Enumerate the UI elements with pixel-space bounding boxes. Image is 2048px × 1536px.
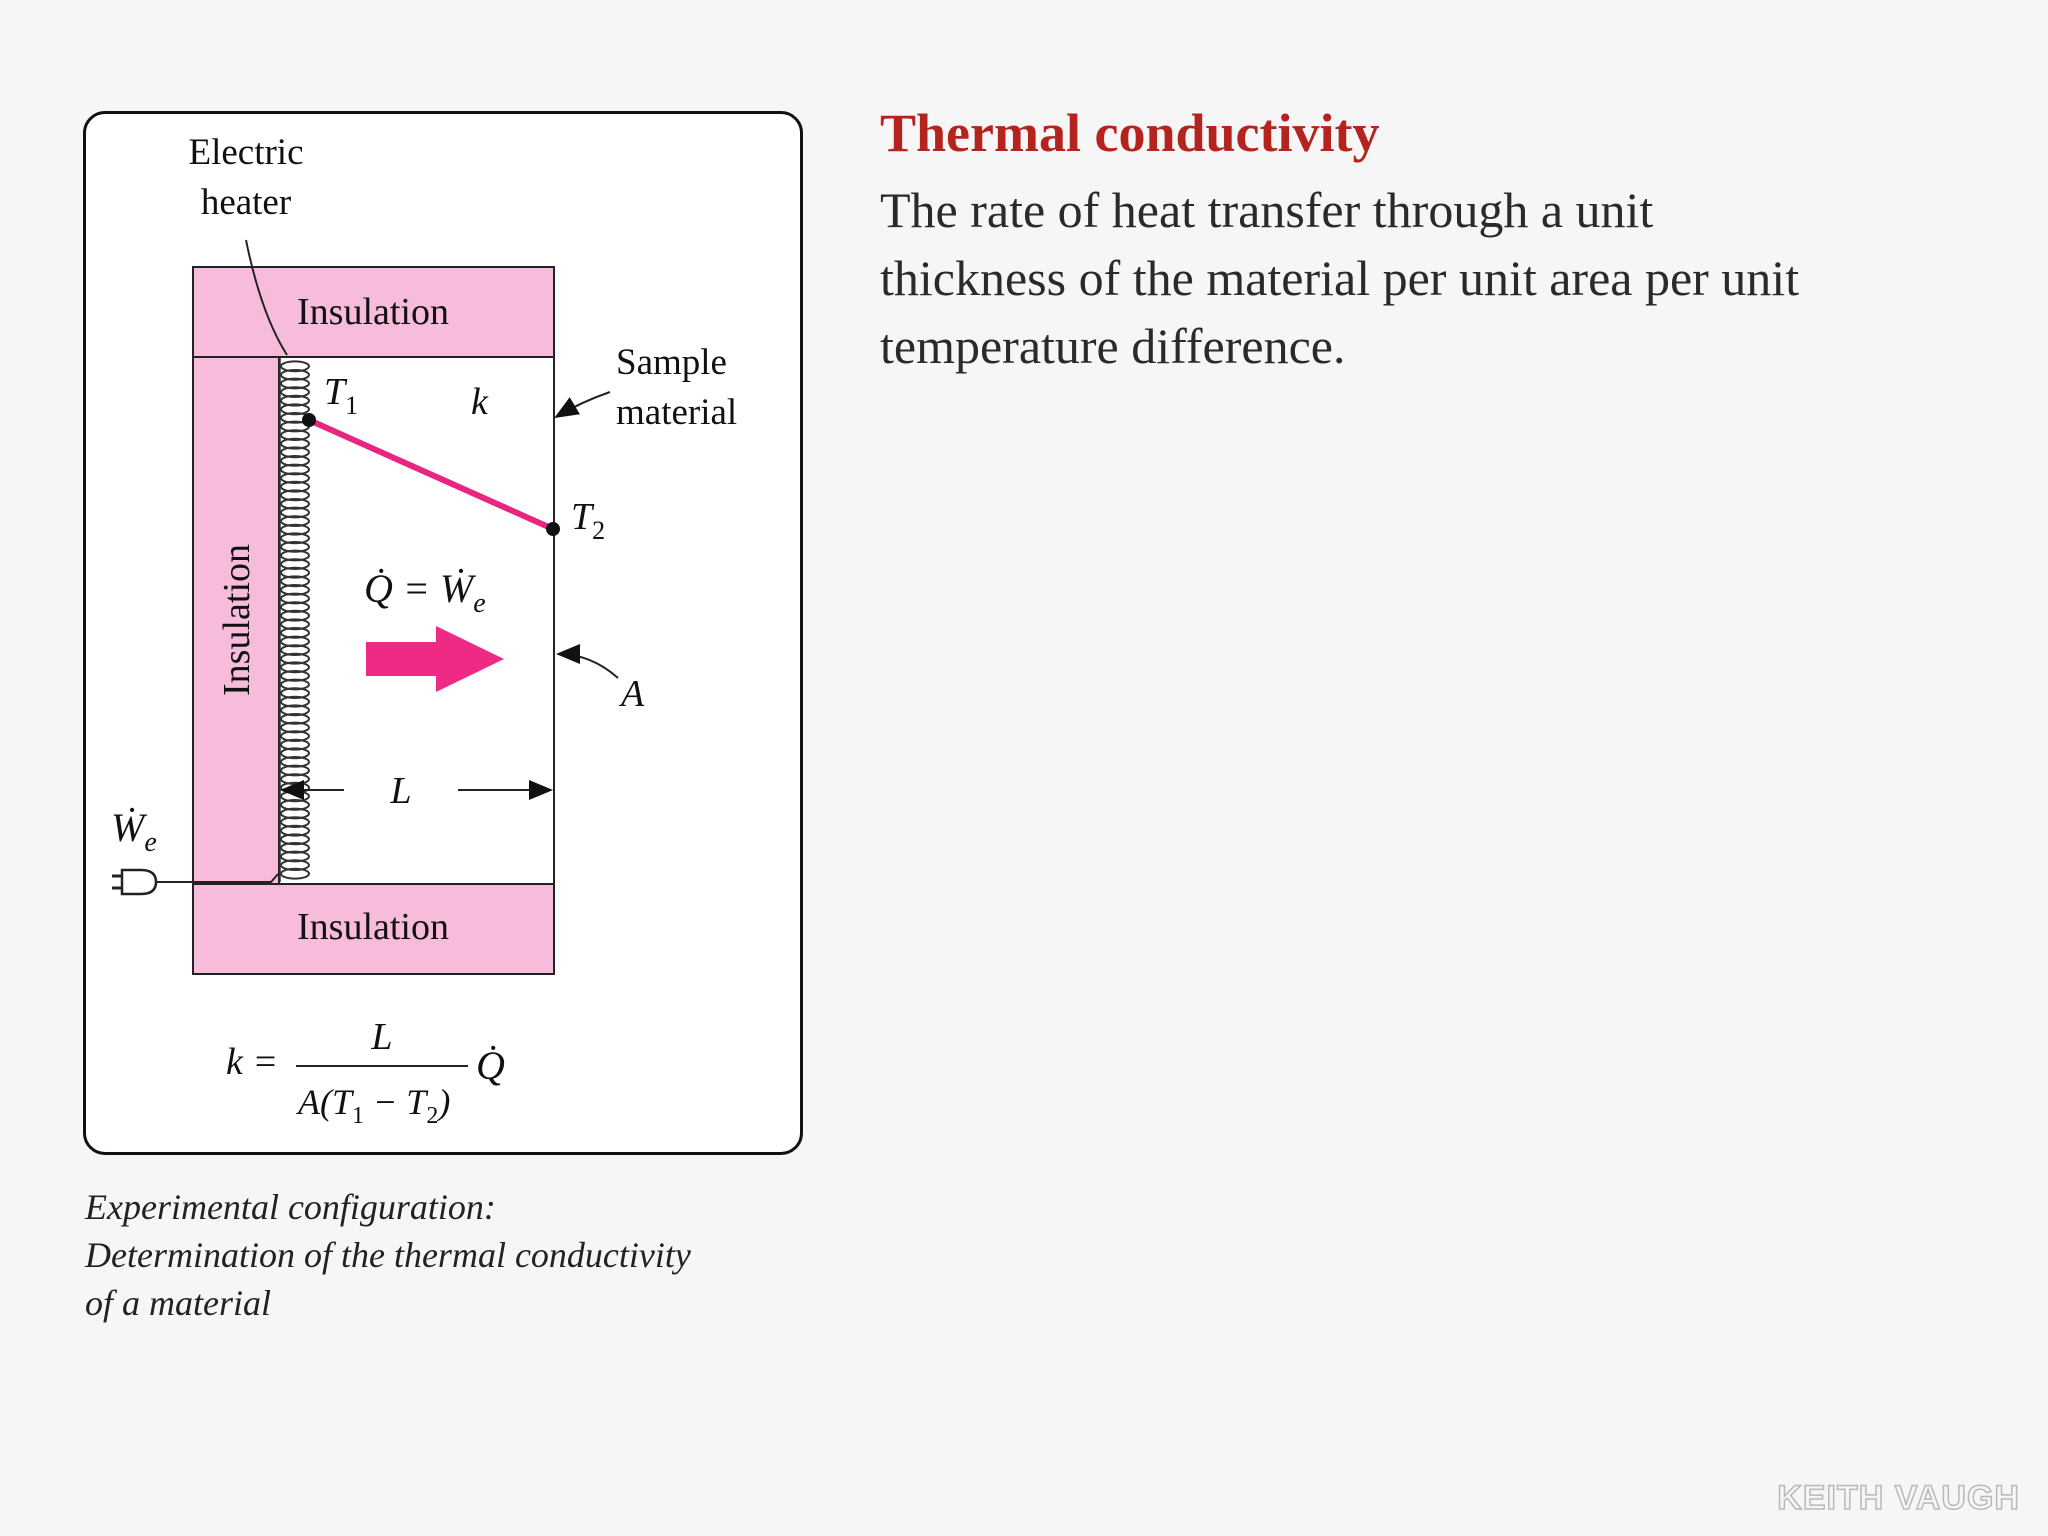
- sample-pointer-arrow: [556, 392, 610, 417]
- label-insulation-bottom: Insulation: [297, 906, 449, 948]
- author-watermark: KEITH VAUGH: [1777, 1479, 2020, 1517]
- label-insulation-left: Insulation: [216, 544, 258, 696]
- formula-denominator: $A(T_1 - T_2)$: [298, 1082, 451, 1129]
- label-length: L: [390, 770, 412, 812]
- t2-point: [546, 522, 560, 536]
- body-line: temperature difference.: [880, 318, 1346, 374]
- figure-frame: [83, 111, 803, 1155]
- body-line: The rate of heat transfer through a unit: [880, 182, 1654, 238]
- plug-icon: [112, 870, 156, 894]
- caption-line: of a material: [85, 1283, 271, 1323]
- label-heat-rate: Q̇ = Ẇ$_e$: [364, 566, 486, 619]
- label-insulation-top: Insulation: [297, 291, 449, 333]
- t1-point: [302, 413, 316, 427]
- label-k: k: [471, 381, 488, 423]
- caption-line: Determination of the thermal conductivity: [85, 1235, 691, 1275]
- label-power-input: Ẇ$_e$: [111, 805, 157, 858]
- figure-caption: [85, 1183, 805, 1327]
- label-material: material: [616, 392, 738, 433]
- label-heater: heater: [200, 182, 292, 223]
- label-sample: Sample: [616, 342, 727, 383]
- sample-material-block: [279, 357, 554, 884]
- label-electric: Electric: [188, 132, 304, 173]
- heater-coil: [281, 361, 309, 878]
- label-t2: $T_2$: [571, 496, 606, 545]
- slide-body: [880, 176, 2000, 380]
- caption-line: Experimental configuration:: [85, 1187, 496, 1227]
- label-area: A: [621, 673, 645, 715]
- formula-lhs: k =: [226, 1041, 279, 1083]
- thermal-conductivity-diagram: [86, 114, 803, 1155]
- conductivity-formula: [226, 1016, 505, 1129]
- area-pointer-arrow: [558, 654, 618, 678]
- label-t1: $T_1$: [324, 371, 359, 420]
- formula-factor: Q̇: [476, 1043, 505, 1088]
- slide-title: Thermal conductivity: [880, 103, 1380, 163]
- body-line: thickness of the material per unit area per unit: [880, 250, 1800, 306]
- formula-numerator: L: [371, 1016, 393, 1058]
